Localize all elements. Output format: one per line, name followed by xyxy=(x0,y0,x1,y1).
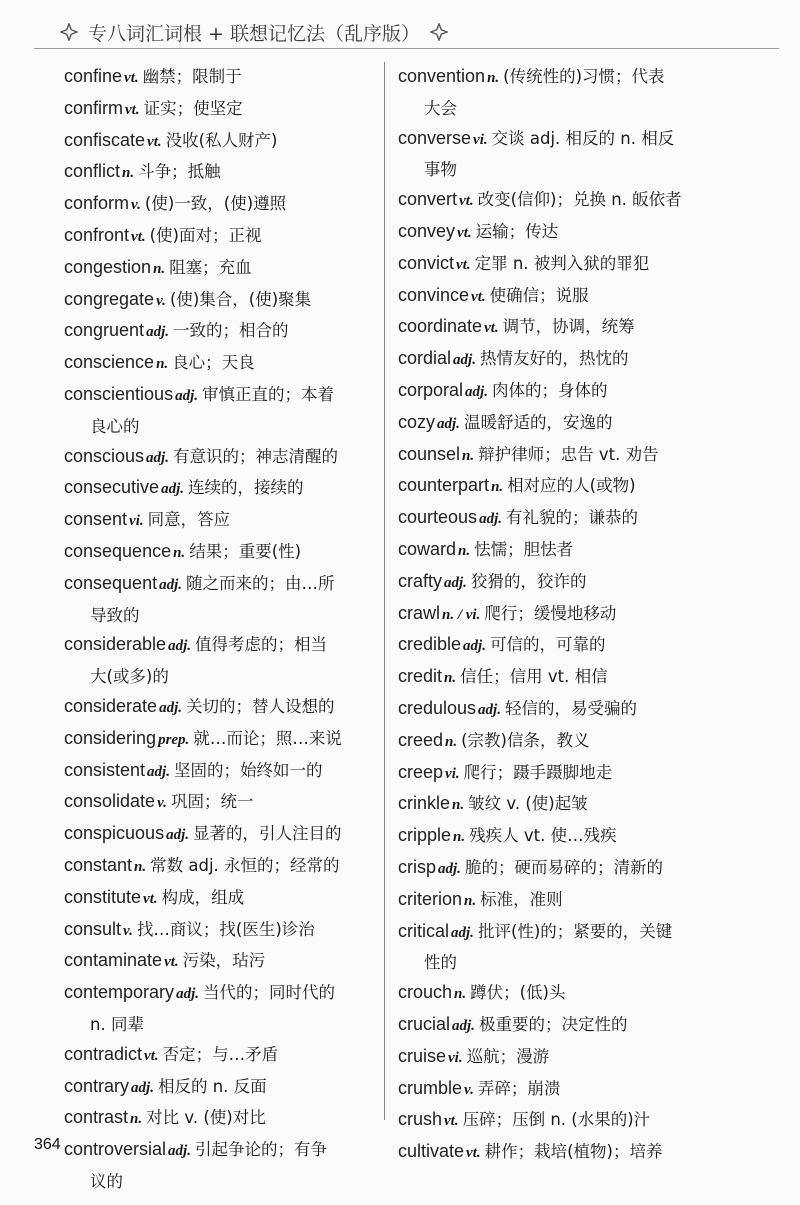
entry-word: consistent xyxy=(64,759,146,780)
entry-part-of-speech: n. xyxy=(453,829,466,846)
entry-word: crouch xyxy=(398,982,453,1003)
entry-part-of-speech: n. xyxy=(462,447,475,464)
entry-word: confront xyxy=(64,224,130,245)
entry-definition: (使)集合，(使)聚集 xyxy=(169,289,312,309)
entry-part-of-speech: vt. xyxy=(459,193,474,210)
vocab-entry xyxy=(398,726,778,758)
entry-part-of-speech: vt. xyxy=(125,101,140,118)
entry-part-of-speech: adj. xyxy=(161,481,184,498)
entry-part-of-speech: adj. xyxy=(444,574,467,591)
entry-definition: (传统性的)习惯；代表 xyxy=(503,67,665,86)
vocab-entry xyxy=(64,569,376,631)
entry-word: consult xyxy=(64,918,122,939)
vocab-entry xyxy=(398,471,778,503)
entry-part-of-speech: vt. xyxy=(484,320,499,337)
entry-word: conflict xyxy=(64,161,121,182)
vocab-entry xyxy=(64,756,376,788)
vocab-entry xyxy=(398,1105,778,1137)
entry-definition: 耕作；栽培(植物)；培养 xyxy=(484,1142,663,1162)
vocab-entry xyxy=(398,62,778,124)
entry-definition: 皱纹 v. (使)起皱 xyxy=(468,794,588,814)
entry-definition-continued: 大会 xyxy=(424,98,457,118)
entry-part-of-speech: v. xyxy=(156,292,166,309)
vocab-entry xyxy=(64,1103,376,1135)
vocab-entry xyxy=(398,567,778,599)
entry-definition: (使)一致，(使)遵照 xyxy=(144,194,287,214)
entry-word: consequence xyxy=(64,540,172,561)
entry-word: contaminate xyxy=(64,950,163,971)
entry-part-of-speech: adj. xyxy=(479,511,502,528)
entry-word: crucial xyxy=(398,1013,451,1034)
entry-part-of-speech: vt. xyxy=(466,1145,481,1162)
entry-definition: 蹲伏；(低)头 xyxy=(470,983,566,1003)
vocab-entry xyxy=(398,503,778,535)
entry-word: coward xyxy=(398,538,457,559)
entry-word: counterpart xyxy=(398,475,490,496)
entry-definition: 证实；使坚定 xyxy=(143,98,243,118)
entry-word: confine xyxy=(64,66,123,86)
entry-word: coordinate xyxy=(398,316,483,337)
entry-definition: 巡航；漫游 xyxy=(466,1046,550,1066)
entry-word: contrary xyxy=(64,1075,130,1096)
entry-word: cultivate xyxy=(398,1141,465,1162)
entry-part-of-speech: n. xyxy=(122,165,135,182)
entry-definition: 肉体的；身体的 xyxy=(491,380,608,400)
vocab-entry xyxy=(64,819,376,851)
vocab-entry xyxy=(64,62,376,94)
vocab-entry xyxy=(398,344,778,376)
vocab-entry xyxy=(398,1074,778,1106)
entry-definition: 一致的；相合的 xyxy=(172,321,289,341)
entry-word: consolidate xyxy=(64,791,156,812)
entry-word: consent xyxy=(64,509,128,530)
vocab-entry xyxy=(398,217,778,249)
vocab-entry xyxy=(398,885,778,917)
right-column xyxy=(398,62,778,1169)
entry-part-of-speech: vt. xyxy=(147,133,162,150)
entry-word: convey xyxy=(398,220,456,241)
entry-definition: 关切的；替人设想的 xyxy=(185,696,335,716)
entry-part-of-speech: v. xyxy=(131,197,141,214)
entry-definition: 可信的，可靠的 xyxy=(489,635,606,655)
entry-part-of-speech: vt. xyxy=(131,228,146,245)
entry-part-of-speech: adj. xyxy=(175,387,198,404)
entry-definition: 改变(信仰)；兑换 n. 皈依者 xyxy=(477,190,682,210)
entry-definition: 值得考虑的；相当 xyxy=(195,635,327,655)
entry-definition: 引起争论的；有争 xyxy=(194,1140,327,1160)
entry-word: conscious xyxy=(64,445,145,466)
entry-part-of-speech: vi. xyxy=(473,131,488,148)
entry-word: constitute xyxy=(64,886,142,907)
entry-part-of-speech: adj. xyxy=(146,324,169,341)
entry-word: conform xyxy=(64,193,130,214)
entry-word: convention xyxy=(398,66,486,86)
entry-part-of-speech: vt. xyxy=(471,288,486,305)
entry-definition: 运输；传达 xyxy=(475,221,559,241)
entry-word: criterion xyxy=(398,888,463,909)
entry-definition: 调节，协调，统筹 xyxy=(502,317,635,337)
entry-definition-continued: n. 同辈 xyxy=(90,1014,144,1034)
entry-part-of-speech: adj. xyxy=(147,763,170,780)
entry-word: credible xyxy=(398,634,462,655)
vocab-entry xyxy=(64,978,376,1040)
entry-definition: 常数 adj. 永恒的；经常的 xyxy=(150,855,340,875)
vocab-entry xyxy=(64,221,376,253)
entry-definition: 没收(私人财产) xyxy=(165,130,278,150)
entry-definition: 脆的；硬而易碎的；清新的 xyxy=(464,857,663,877)
entry-part-of-speech: v. xyxy=(157,795,167,812)
entry-definition: 相反的 n. 反面 xyxy=(157,1076,267,1096)
entry-definition: (使)面对；正视 xyxy=(149,225,262,245)
entry-definition: 狡猾的，狡诈的 xyxy=(470,571,587,591)
vocab-entry xyxy=(398,821,778,853)
entry-definition: 坚固的；始终如一的 xyxy=(173,760,323,780)
entry-part-of-speech: n. xyxy=(452,797,465,814)
entry-word: conspicuous xyxy=(64,823,165,844)
entry-definition: 巩固；统一 xyxy=(170,792,254,812)
vocab-entry xyxy=(398,694,778,726)
entry-word: creep xyxy=(398,761,444,782)
vocab-entry xyxy=(398,1042,778,1074)
vocab-entry xyxy=(398,853,778,885)
vocab-entry xyxy=(64,442,376,474)
vocab-entry xyxy=(64,630,376,692)
entry-word: critical xyxy=(398,920,450,941)
entry-definition: 压碎；压倒 n. (水果的)汁 xyxy=(462,1110,651,1130)
vocab-entry xyxy=(398,185,778,217)
entry-part-of-speech: adj. xyxy=(463,638,486,655)
entry-part-of-speech: n. xyxy=(454,986,467,1003)
entry-definition: 爬行；蹑手蹑脚地走 xyxy=(463,762,613,782)
vocab-entry xyxy=(64,380,376,442)
entry-part-of-speech: v. xyxy=(123,922,133,939)
entry-part-of-speech: n. xyxy=(130,1111,143,1128)
entry-definition: 有礼貌的；谦恭的 xyxy=(505,508,638,528)
entry-word: convict xyxy=(398,252,455,273)
entry-word: cordial xyxy=(398,348,452,369)
entry-definition: 构成，组成 xyxy=(161,887,245,907)
entry-word: consequent xyxy=(64,572,158,593)
entry-part-of-speech: adj. xyxy=(452,1017,475,1034)
entry-part-of-speech: adj. xyxy=(451,924,474,941)
vocab-entry xyxy=(64,126,376,158)
entry-part-of-speech: vi. xyxy=(448,1049,463,1066)
entry-definition: 弄碎；崩溃 xyxy=(477,1078,561,1098)
entry-part-of-speech: n. xyxy=(487,70,500,86)
vocab-entry xyxy=(64,285,376,317)
header-rule xyxy=(34,48,779,49)
entry-part-of-speech: adj. xyxy=(159,699,182,716)
entry-part-of-speech: n. xyxy=(173,544,186,561)
entry-definition: 污染，玷污 xyxy=(182,951,266,971)
entry-definition-continued: 性的 xyxy=(424,953,457,973)
entry-definition: 斗争；抵触 xyxy=(138,162,221,182)
entry-part-of-speech: vt. xyxy=(444,1113,459,1130)
entry-part-of-speech: n. xyxy=(156,356,169,373)
entry-word: convert xyxy=(398,189,458,210)
entry-part-of-speech: n. xyxy=(444,670,457,687)
vocab-entry xyxy=(398,758,778,790)
entry-definition: 标准，准则 xyxy=(480,889,563,909)
entry-part-of-speech: n. xyxy=(153,260,166,277)
vocab-entry xyxy=(398,408,778,440)
entry-word: cruise xyxy=(398,1045,447,1066)
page-header xyxy=(60,14,760,50)
entry-definition: 幽禁；限制于 xyxy=(142,67,242,86)
vocab-entry xyxy=(398,917,778,979)
entry-word: crush xyxy=(398,1109,443,1130)
entry-part-of-speech: adj. xyxy=(168,1143,191,1160)
vocab-entry xyxy=(398,978,778,1010)
entry-definition: 怯懦；胆怯者 xyxy=(474,539,574,559)
vocab-entry xyxy=(64,692,376,724)
vocab-entry xyxy=(398,662,778,694)
entry-part-of-speech: prep. xyxy=(158,731,190,748)
entry-word: congestion xyxy=(64,256,152,277)
entry-part-of-speech: adj. xyxy=(453,352,476,369)
entry-definition: (宗教)信条，教义 xyxy=(461,730,590,750)
vocab-entry xyxy=(64,851,376,883)
entry-definition: 找…商议；找(医生)诊治 xyxy=(136,919,315,939)
entry-word: confirm xyxy=(64,97,124,118)
entry-word: contradict xyxy=(64,1043,143,1064)
entry-part-of-speech: n. xyxy=(134,858,147,875)
entry-definition: 结果；重要(性) xyxy=(189,541,302,561)
entry-word: constant xyxy=(64,854,133,875)
entry-definition: 连续的，接续的 xyxy=(187,478,304,498)
entry-word: conscience xyxy=(64,352,155,373)
entry-definition: 热情友好的，热忱的 xyxy=(479,349,629,369)
entry-definition: 否定；与…矛盾 xyxy=(162,1044,279,1064)
entry-word: consecutive xyxy=(64,477,160,498)
entry-definition: 批评(性)的；紧要的，关键 xyxy=(477,921,673,941)
vocab-entry xyxy=(64,189,376,221)
entry-definition: 爬行；缓慢地移动 xyxy=(484,603,617,623)
entry-definition-continued: 良心的 xyxy=(90,416,140,436)
entry-word: congruent xyxy=(64,320,145,341)
vocab-entry xyxy=(64,537,376,569)
entry-part-of-speech: n. xyxy=(491,479,504,496)
entry-definition: 随之而来的；由…所 xyxy=(186,573,335,593)
entry-part-of-speech: n. xyxy=(445,733,458,750)
vocab-entry xyxy=(64,883,376,915)
entry-definition: 温暖舒适的，安逸的 xyxy=(463,412,613,432)
entry-part-of-speech: vt. xyxy=(124,70,139,86)
entry-part-of-speech: adj. xyxy=(168,638,191,655)
vocab-entry xyxy=(64,946,376,978)
entry-word: credit xyxy=(398,666,443,687)
vocab-entry xyxy=(64,157,376,189)
vocab-entry xyxy=(398,630,778,662)
vocab-entry xyxy=(398,789,778,821)
vocab-entry xyxy=(64,505,376,537)
vocab-entry xyxy=(64,316,376,348)
vocab-entry xyxy=(398,124,778,186)
entry-part-of-speech: adj. xyxy=(465,383,488,400)
entry-definition: 信任；信用 vt. 相信 xyxy=(460,667,608,687)
entry-part-of-speech: vi. xyxy=(129,513,144,530)
entry-word: crinkle xyxy=(398,793,451,814)
entry-part-of-speech: v. xyxy=(464,1081,474,1098)
vocab-entry xyxy=(398,249,778,281)
entry-word: controversial xyxy=(64,1139,167,1160)
entry-word: cripple xyxy=(398,825,452,846)
vocab-entry xyxy=(64,724,376,756)
vocab-entry xyxy=(64,473,376,505)
entry-part-of-speech: adj. xyxy=(437,415,460,432)
vocab-entry xyxy=(398,1010,778,1042)
entry-definition: 就…而论；照…来说 xyxy=(193,728,342,748)
entry-part-of-speech: adj. xyxy=(176,986,199,1003)
entry-definition: 辩护律师；忠告 vt. 劝告 xyxy=(478,444,659,464)
entry-definition-continued: 大(或多)的 xyxy=(90,667,169,687)
entry-definition-continued: 议的 xyxy=(90,1171,123,1191)
vocab-entry xyxy=(398,599,778,631)
entry-definition: 当代的；同时代的 xyxy=(202,983,335,1003)
entry-definition: 相对应的人(或物) xyxy=(507,476,636,496)
entry-word: crisp xyxy=(398,856,437,877)
entry-part-of-speech: adj. xyxy=(438,860,461,877)
entry-word: contrast xyxy=(64,1107,129,1128)
entry-definition: 极重要的；决定性的 xyxy=(478,1014,628,1034)
vocab-entry xyxy=(64,915,376,947)
entry-word: congregate xyxy=(64,288,155,309)
entry-word: convince xyxy=(398,284,470,305)
entry-word: crawl xyxy=(398,602,441,623)
left-column xyxy=(64,62,376,1197)
entry-definition: 同意，答应 xyxy=(147,510,231,530)
entry-word: credulous xyxy=(398,697,477,718)
entry-part-of-speech: n. xyxy=(458,542,471,559)
entry-word: considering xyxy=(64,727,157,748)
entry-part-of-speech: vt. xyxy=(144,1047,159,1064)
vocab-entry xyxy=(64,94,376,126)
entry-part-of-speech: vt. xyxy=(457,224,472,241)
entry-word: courteous xyxy=(398,507,478,528)
entry-word: confiscate xyxy=(64,129,146,150)
column-divider xyxy=(384,62,385,1120)
vocab-entry xyxy=(398,281,778,313)
vocab-entry xyxy=(64,1135,376,1197)
entry-definition: 审慎正直的；本着 xyxy=(202,384,334,404)
entry-definition: 轻信的，易受骗的 xyxy=(504,698,637,718)
entry-definition: 阻塞；充血 xyxy=(169,257,252,277)
entry-definition-continued: 导致的 xyxy=(90,605,140,625)
vocab-entry xyxy=(398,1137,778,1169)
entry-part-of-speech: n. xyxy=(464,892,477,909)
vocab-entry xyxy=(64,1072,376,1104)
entry-word: conscientious xyxy=(64,383,174,404)
entry-word: crumble xyxy=(398,1077,463,1098)
vocab-entry xyxy=(64,1040,376,1072)
entry-definition: 显著的，引人注目的 xyxy=(193,824,342,844)
entry-definition: 对比 v. (使)对比 xyxy=(146,1108,266,1128)
entry-word: considerable xyxy=(64,634,167,655)
entry-part-of-speech: n. / vi. xyxy=(442,606,481,623)
vocab-entry xyxy=(64,253,376,285)
page-number: 364 xyxy=(34,1136,61,1153)
four-point-star-icon xyxy=(60,23,78,41)
entry-word: contemporary xyxy=(64,982,175,1003)
entry-part-of-speech: adj. xyxy=(478,701,501,718)
entry-definition: 残疾人 vt. 使…残疾 xyxy=(469,826,617,846)
vocab-entry xyxy=(64,348,376,380)
vocab-entry xyxy=(398,312,778,344)
entry-definition-continued: 事物 xyxy=(424,160,457,180)
entry-definition: 有意识的；神志清醒的 xyxy=(172,446,338,466)
vocab-entry xyxy=(64,787,376,819)
vocab-entry xyxy=(398,376,778,408)
entry-word: converse xyxy=(398,127,472,148)
header-title: 专八词汇词根 + 联想记忆法（乱序版） xyxy=(88,22,420,45)
entry-word: corporal xyxy=(398,379,464,400)
entry-word: considerate xyxy=(64,695,158,716)
entry-part-of-speech: vt. xyxy=(164,954,179,971)
four-point-star-icon xyxy=(430,23,448,41)
entry-part-of-speech: adj. xyxy=(166,827,189,844)
entry-part-of-speech: vt. xyxy=(456,256,471,273)
entry-part-of-speech: adj. xyxy=(131,1079,154,1096)
entry-definition: 定罪 n. 被判入狱的罪犯 xyxy=(474,253,650,273)
entry-word: cozy xyxy=(398,411,436,432)
entry-part-of-speech: adj. xyxy=(146,449,169,466)
vocab-entry xyxy=(398,535,778,567)
entry-definition: 使确信；说服 xyxy=(489,285,589,305)
entry-definition: 良心；天良 xyxy=(172,353,255,373)
entry-part-of-speech: vi. xyxy=(445,765,460,782)
entry-word: creed xyxy=(398,729,444,750)
vocab-entry xyxy=(398,440,778,472)
entry-part-of-speech: adj. xyxy=(159,576,182,593)
entry-part-of-speech: vt. xyxy=(143,890,158,907)
entry-word: crafty xyxy=(398,570,443,591)
entry-definition: 交谈 adj. 相反的 n. 相反 xyxy=(491,128,675,148)
entry-word: counsel xyxy=(398,443,461,464)
